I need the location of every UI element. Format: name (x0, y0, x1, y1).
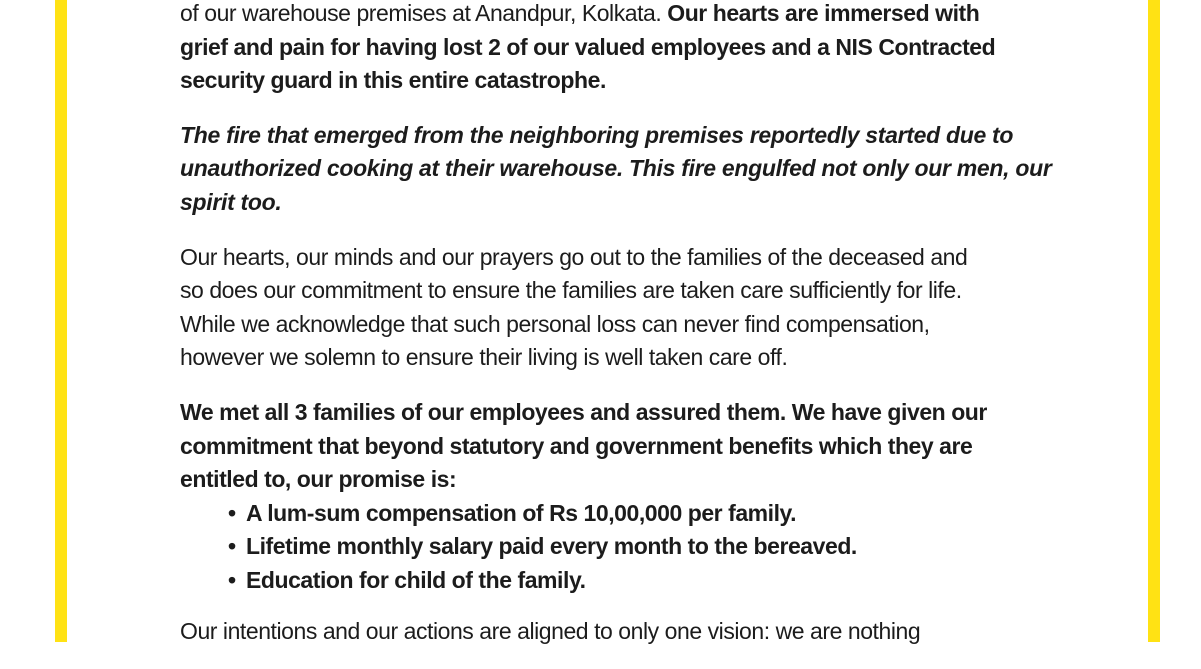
right-accent-stripe (1148, 0, 1160, 642)
left-accent-stripe (55, 0, 67, 642)
bullet-item-compensation (180, 497, 1140, 531)
bullet-text: Education for child of the family. (246, 566, 586, 593)
paragraph-line: so does our commitment to ensure the families are taken care sufficiently for life. (180, 277, 962, 304)
paragraph-commitment (180, 241, 1140, 375)
paragraph-line: however we solemn to ensure their living is well taken care off. (180, 344, 788, 371)
paragraph-line (180, 0, 1140, 31)
text-run-bold: Our hearts are immersed with (667, 0, 980, 26)
paragraph-line: We met all 3 families of our employees and assured them. We have given our (180, 398, 987, 425)
paragraph-line: security guard in this entire catastrophe. (180, 67, 606, 94)
paragraph-line: Our hearts, our minds and our prayers go out to the families of the deceased and (180, 243, 968, 270)
paragraph-line: spirit too. (180, 188, 282, 215)
bullet-item-education (180, 564, 1140, 598)
paragraph-fire-cause (180, 119, 1140, 220)
paragraph-line: While we acknowledge that such personal loss can never find compensation, (180, 310, 930, 337)
paragraph-condolence (180, 0, 1140, 98)
document-body (180, 0, 1140, 669)
paragraph-line: Our intentions and our actions are aligned to only one vision: we are nothing (180, 617, 921, 644)
paragraph-line: The fire that emerged from the neighboring premises reportedly started due to (180, 121, 1014, 148)
paragraph-line: unauthorized cooking at their warehouse. This fire engulfed not only our men, our (180, 155, 1052, 182)
bullet-item-salary (180, 530, 1140, 564)
text-run-regular: of our warehouse premises at Anandpur, Kolkata. (180, 0, 668, 26)
bullet-icon: • (228, 533, 236, 560)
promise-bullet-list (180, 497, 1140, 598)
bullet-icon: • (228, 499, 236, 526)
paragraph-line: entitled to, our promise is: (180, 466, 457, 493)
paragraph-line: grief and pain for having lost 2 of our valued employees and a NIS Contracted (180, 33, 996, 60)
paragraph-line: commitment that beyond statutory and government benefits which they are (180, 432, 973, 459)
bullet-text: A lum-sum compensation of Rs 10,00,000 per family. (246, 499, 797, 526)
paragraph-promise (180, 396, 1140, 497)
paragraph-vision (180, 615, 1140, 649)
bullet-icon: • (228, 566, 236, 593)
bullet-text: Lifetime monthly salary paid every month to the bereaved. (246, 533, 857, 560)
